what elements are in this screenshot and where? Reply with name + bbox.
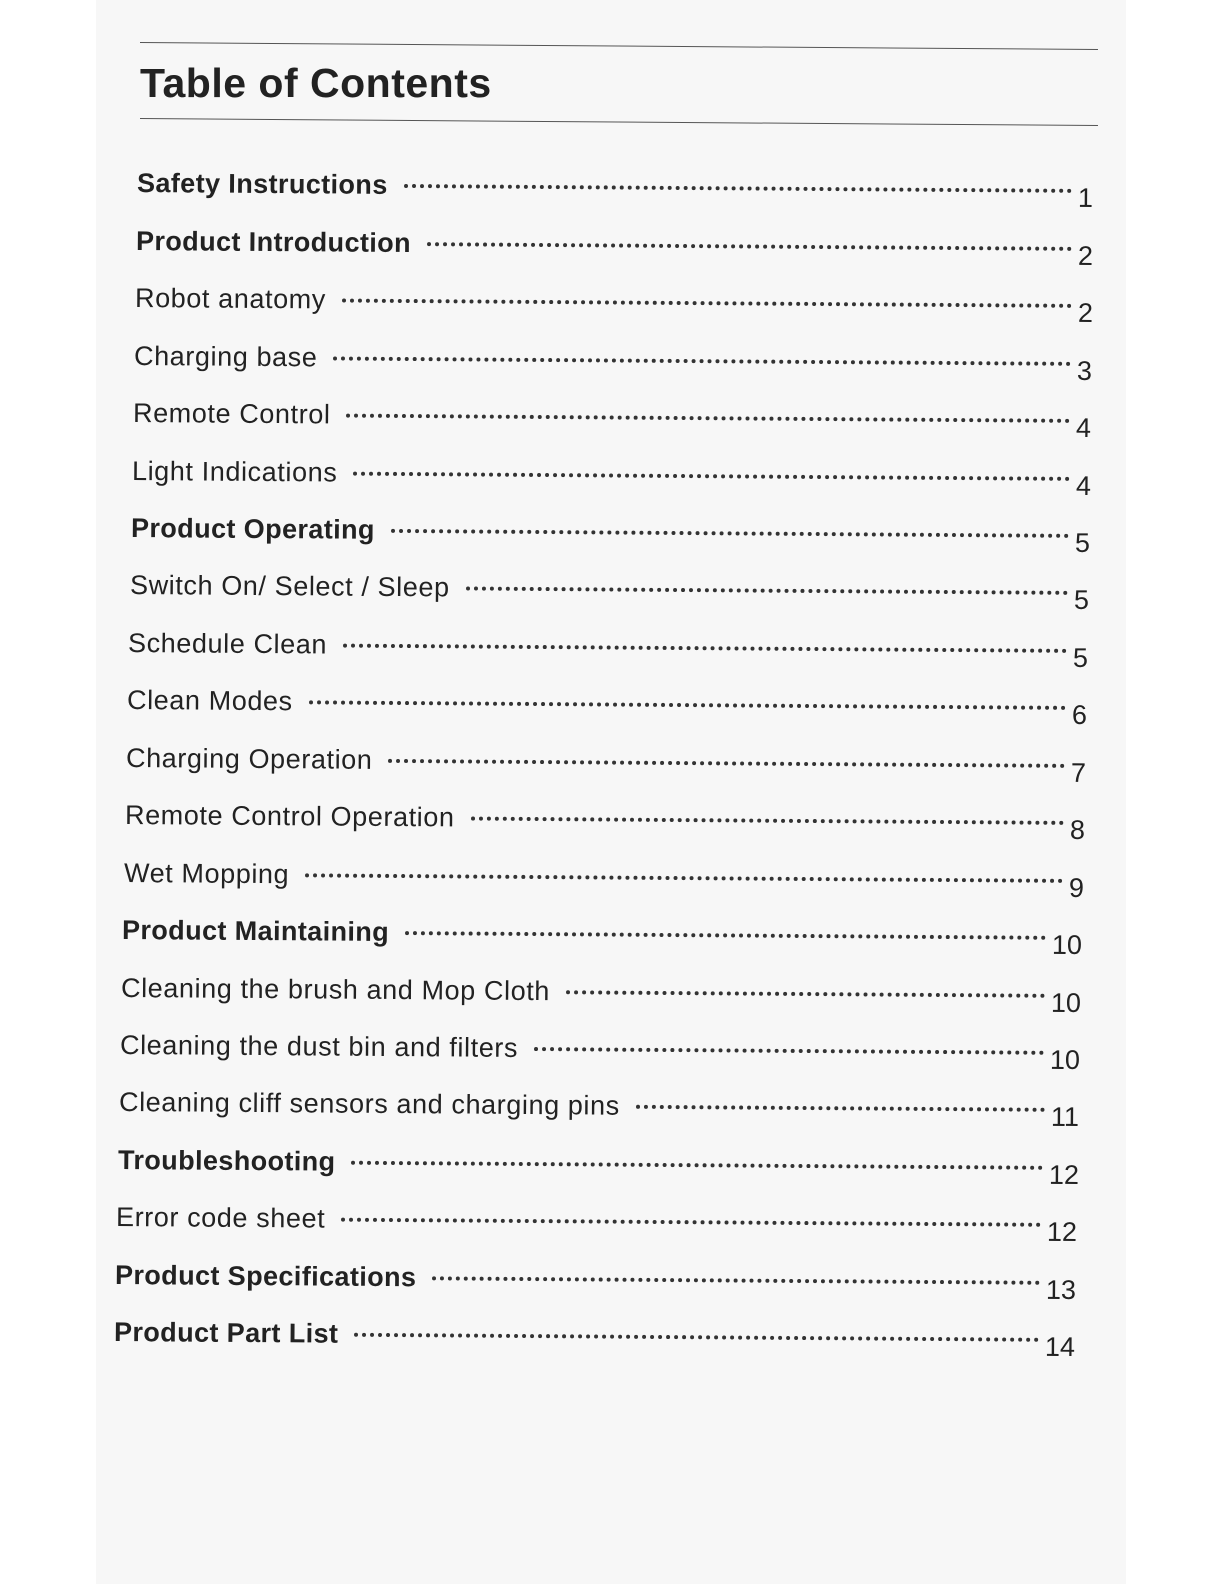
toc-entry-cleaning-brush-mop-cloth[interactable] xyxy=(121,973,1081,1020)
toc-entry-page-number: 2 xyxy=(1077,240,1094,272)
toc-entry-product-specifications[interactable] xyxy=(115,1260,1076,1307)
dot-leader xyxy=(391,529,1069,538)
toc-entry-charging-base[interactable] xyxy=(134,341,1092,388)
toc-entry-wet-mopping[interactable] xyxy=(124,858,1084,905)
toc-entry-remote-control-operation[interactable] xyxy=(125,800,1085,847)
toc-entry-product-operating[interactable] xyxy=(131,513,1090,560)
dot-leader xyxy=(351,1161,1042,1170)
toc-entry-product-maintaining[interactable] xyxy=(122,915,1082,962)
toc-entry-label: Clean Modes xyxy=(126,685,293,717)
toc-entry-page-number: 6 xyxy=(1071,699,1088,731)
toc-entry-label: Cleaning the brush and Mop Cloth xyxy=(120,973,551,1007)
toc-entry-page-number: 14 xyxy=(1044,1331,1076,1363)
toc-entry-label: Cleaning cliff sensors and charging pins xyxy=(118,1087,620,1121)
toc-entry-label: Safety Instructions xyxy=(136,168,388,200)
toc-entry-label: Light Indications xyxy=(131,456,338,488)
toc-entry-label: Remote Control Operation xyxy=(124,800,455,833)
dot-leader xyxy=(342,299,1072,308)
dot-leader xyxy=(388,759,1065,768)
dot-leader xyxy=(341,1218,1041,1227)
dot-leader xyxy=(309,700,1066,710)
dot-leader xyxy=(427,242,1072,251)
dot-leader xyxy=(404,184,1072,193)
toc-entry-page-number: 3 xyxy=(1076,355,1093,387)
dot-leader xyxy=(354,1333,1039,1342)
toc-entry-page-number: 11 xyxy=(1050,1101,1080,1133)
toc-entry-page-number: 9 xyxy=(1068,872,1085,904)
page-title: Table of Contents xyxy=(140,60,492,106)
toc-entry-switch-on-select-sleep[interactable] xyxy=(130,570,1089,617)
dot-leader xyxy=(432,1276,1040,1284)
toc-entry-product-part-list[interactable] xyxy=(114,1317,1075,1364)
toc-entry-page-number: 12 xyxy=(1046,1216,1078,1248)
toc-entry-safety-instructions[interactable] xyxy=(137,168,1093,215)
dot-leader xyxy=(346,414,1069,423)
dot-leader xyxy=(405,931,1046,940)
toc-entry-cleaning-dust-bin-filters[interactable] xyxy=(120,1030,1080,1077)
toc-entry-page-number: 10 xyxy=(1049,1044,1081,1076)
toc-entry-label: Product Part List xyxy=(113,1317,339,1349)
toc-entry-label: Troubleshooting xyxy=(117,1145,336,1177)
dot-leader xyxy=(305,873,1063,883)
dot-leader xyxy=(636,1105,1045,1112)
toc-entry-label: Product Specifications xyxy=(114,1260,417,1293)
toc-entry-label: Charging Operation xyxy=(125,743,373,775)
toc-entry-page-number: 12 xyxy=(1048,1159,1080,1191)
toc-entry-page-number: 2 xyxy=(1077,297,1094,329)
toc-entry-page-number: 10 xyxy=(1051,929,1083,961)
toc-entry-cleaning-cliff-sensors-charging-pins[interactable] xyxy=(119,1087,1079,1134)
toc-entry-page-number: 5 xyxy=(1072,642,1089,674)
toc-entry-label: Error code sheet xyxy=(115,1202,326,1234)
toc-entry-label: Product Operating xyxy=(130,513,375,545)
dot-leader xyxy=(534,1047,1044,1055)
toc-entry-page-number: 4 xyxy=(1075,470,1092,502)
toc-entry-label: Cleaning the dust bin and filters xyxy=(119,1030,519,1063)
toc-entry-label: Schedule Clean xyxy=(127,628,328,660)
toc-entry-schedule-clean[interactable] xyxy=(128,628,1088,675)
toc-entry-remote-control[interactable] xyxy=(133,398,1091,445)
toc-entry-page-number: 5 xyxy=(1074,527,1091,559)
toc-entry-page-number: 7 xyxy=(1070,757,1087,789)
toc-entry-error-code-sheet[interactable] xyxy=(116,1202,1077,1249)
dot-leader xyxy=(566,990,1045,998)
toc-entry-label: Charging base xyxy=(133,341,318,373)
toc-entry-label: Product Maintaining xyxy=(121,915,390,947)
dot-leader xyxy=(471,817,1064,825)
toc-entry-troubleshooting[interactable] xyxy=(118,1145,1079,1192)
dot-leader xyxy=(333,356,1071,365)
toc-entry-product-introduction[interactable] xyxy=(136,226,1093,273)
toc-entry-page-number: 13 xyxy=(1045,1274,1077,1306)
toc-entry-clean-modes[interactable] xyxy=(127,685,1087,732)
toc-entry-light-indications[interactable] xyxy=(132,456,1091,503)
toc-entry-page-number: 10 xyxy=(1050,987,1082,1019)
toc-entry-label: Robot anatomy xyxy=(134,283,327,315)
toc-entry-label: Switch On/ Select / Sleep xyxy=(129,570,450,603)
dot-leader xyxy=(466,586,1068,594)
toc-entry-page-number: 8 xyxy=(1069,814,1086,846)
dot-leader xyxy=(343,644,1067,653)
toc-entry-charging-operation[interactable] xyxy=(126,743,1086,790)
toc-entry-robot-anatomy[interactable] xyxy=(135,283,1093,330)
toc-entry-label: Wet Mopping xyxy=(123,858,290,890)
dot-leader xyxy=(353,472,1070,481)
toc-entry-label: Product Introduction xyxy=(135,226,412,259)
toc-entry-page-number: 5 xyxy=(1073,584,1090,616)
toc-entry-page-number: 1 xyxy=(1077,182,1094,214)
toc-entry-label: Remote Control xyxy=(132,398,331,430)
toc-entry-page-number: 4 xyxy=(1075,412,1092,444)
